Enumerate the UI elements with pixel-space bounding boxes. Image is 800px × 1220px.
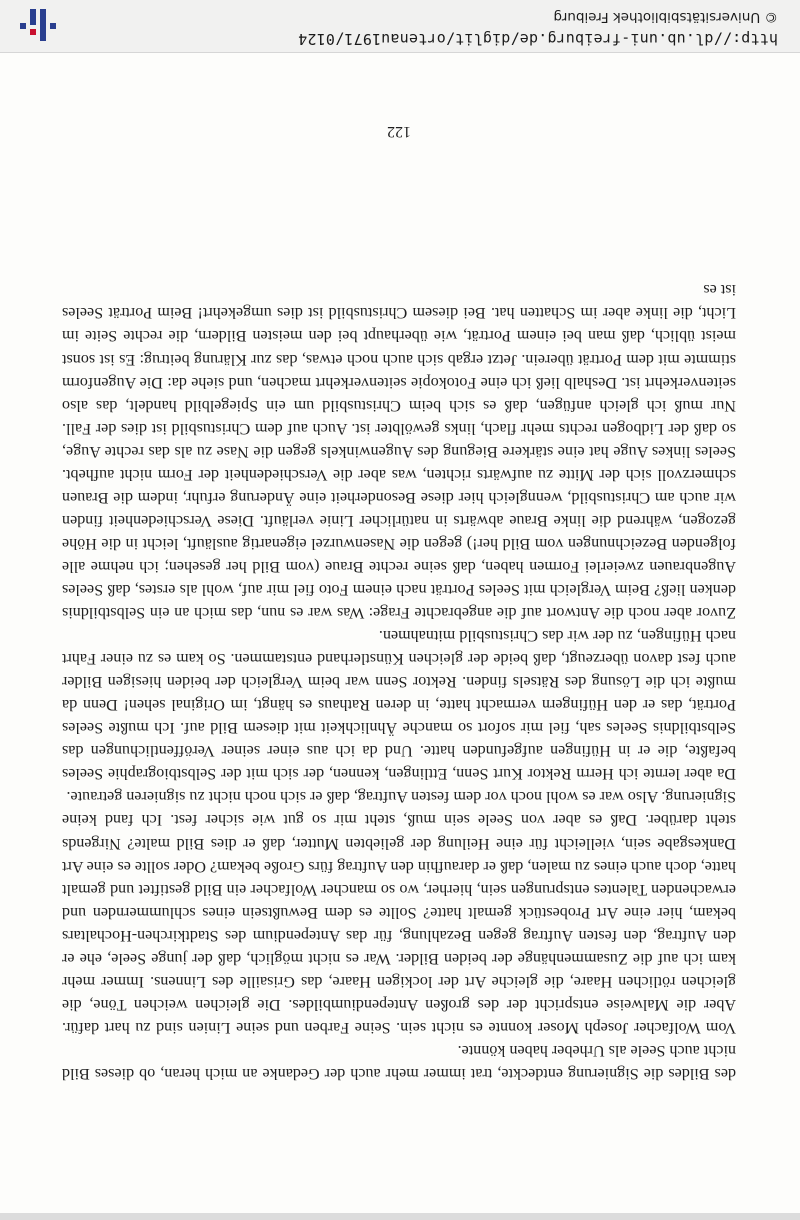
- body-text: [62, 278, 736, 1085]
- ub-freiburg-logo-icon: [18, 7, 58, 43]
- source-url[interactable]: http://dl.ub.uni-freiburg.de/diglit/ortenau1971/0124: [298, 30, 778, 48]
- page-number: 122: [387, 123, 411, 140]
- repository-footer: [0, 0, 800, 53]
- paragraph-4: Zuvor aber noch die Antwort auf die angebrachte Frage: Was war es nun, das mich an ein Selbstbildnis denken ließ? Beim Vergleich mit Seeles Porträt nach einem Foto fiel mir auf, wohl als erstes, daß Seeles Augenbrauen zweierlei Formen haben, daß seine rechte Braue (vom Bild her gesehen; ich nehme alle folgenden Bezeichnungen vom Bild her!) gegen die Nasenwurzel eigenartig ausläuft, leicht in die Höhe gezogen, während die linke Braue abwärts in natürlicher Linie verläuft. Diese Verschiedenheit finden wir auch am Christusbild, wenngleich hier diese Besonderheit eine Änderung erfuhr, indem die Brauen schmerzvoll sich der Mitte zu aufwärts richten, was aber die Verschiedenheit der Form nicht aufhebt. Seeles linkes Auge hat eine stärkere Biegung des Augenwinkels gegen die Nase zu als das rechte Auge, so daß der Lidbogen rechts mehr flach, links gewölbter ist. Auch auf dem Christusbild ist dies der Fall. Nur muß ich gleich anfügen, daß es sich beim Christusbild um ein Spiegelbild handelt, das also seitenverkehrt ist. Deshalb ließ ich eine Fotokopie seitenverkehrt machen, und siehe da: Die Augenform stimmte mit dem Porträt überein. Jetzt ergab sich auch noch etwas, das zur Klärung beitrug: Es ist sonst meist üblich, daß man bei einem Porträt, wie überhaupt bei den meisten Bildern, die rechte Seite im Licht, die linke aber im Schatten hat. Bei diesem Christusbild ist dies umgekehrt! Beim Porträt Seeles ist es: [62, 281, 736, 622]
- paragraph-2: Vom Wolfacher Joseph Moser konnte es nicht sein. Seine Farben und seine Linien sind zu hart dafür. Aber die Malweise entspricht der des großen Antependiumbildes. Die gleichen weichen Töne, die gleichen rötlichen Haare, die gleiche Art der lockigen Haare, das Grisaille des Linnens. Immer mehr kam ich auf die Zusammenhänge der beiden Bilder. War es nicht möglich, daß der junge Seele, ehe er den Auftrag, den festen Auftrag gegen Bezahlung, für das Antependium des Stadtkirchen-Hochaltars bekam, hier eine Art Probestück gemalt hatte? Sollte es dem Bewußtsein eines schlummernden und erwachenden Talentes entsprungen sein, hierher, wo so mancher Wolfacher ein Bild gestiftet und gemalt hatte, doch auch eines zu malen, daß er daraufhin den Auftrag fürs Große bekam? Oder sollte es eine Art Dankesgabe sein, vielleicht für eine Heilung der geliebten Mutter, daß er dies Bild malte? Nirgends steht darüber. Daß es aber von Seele sein muß, steht mir so gut wie sicher fest. Ich fand keine Signierung. Also war es wohl noch vor dem festen Auftrag, daß er sich noch nicht zu signieren getraute.: [62, 788, 736, 1036]
- copyright-notice: © Universitätsbibliothek Freiburg: [553, 9, 778, 25]
- page-edge-strip: [0, 1213, 800, 1220]
- paragraph-3: Da aber lernte ich Herrn Rektor Kurt Senn, Ettlingen, kennen, der sich mit der Selbstbiographie Seeles befaßte, die er in Hüfingen aufgefunden hatte. Und da ich aus einer seiner Veröffentlichungen das Selbstbildnis Seeles sah, fiel mir sofort so manche Ähnlichkeit mit diesem Bild auf. Ich mußte Seeles Porträt, das er den Hüfingern vermacht hatte, in deren Rathaus es hängt, im Original sehen! Denn da mußte ich die Lösung des Rätsels finden. Rektor Senn war beim Vergleich der beiden hiesigen Bilder auch fest davon überzeugt, daß beide der gleichen Künstlerhand entstammen. So kam es zu einer Fahrt nach Hüfingen, zu der wir das Christusbild mitnahmen.: [62, 627, 736, 783]
- paragraph-1: des Bildes die Signierung entdeckte, trat immer mehr auch der Gedanke an mich heran, ob dieses Bild nicht auch Seele als Urheber haben könnte.: [62, 1041, 736, 1082]
